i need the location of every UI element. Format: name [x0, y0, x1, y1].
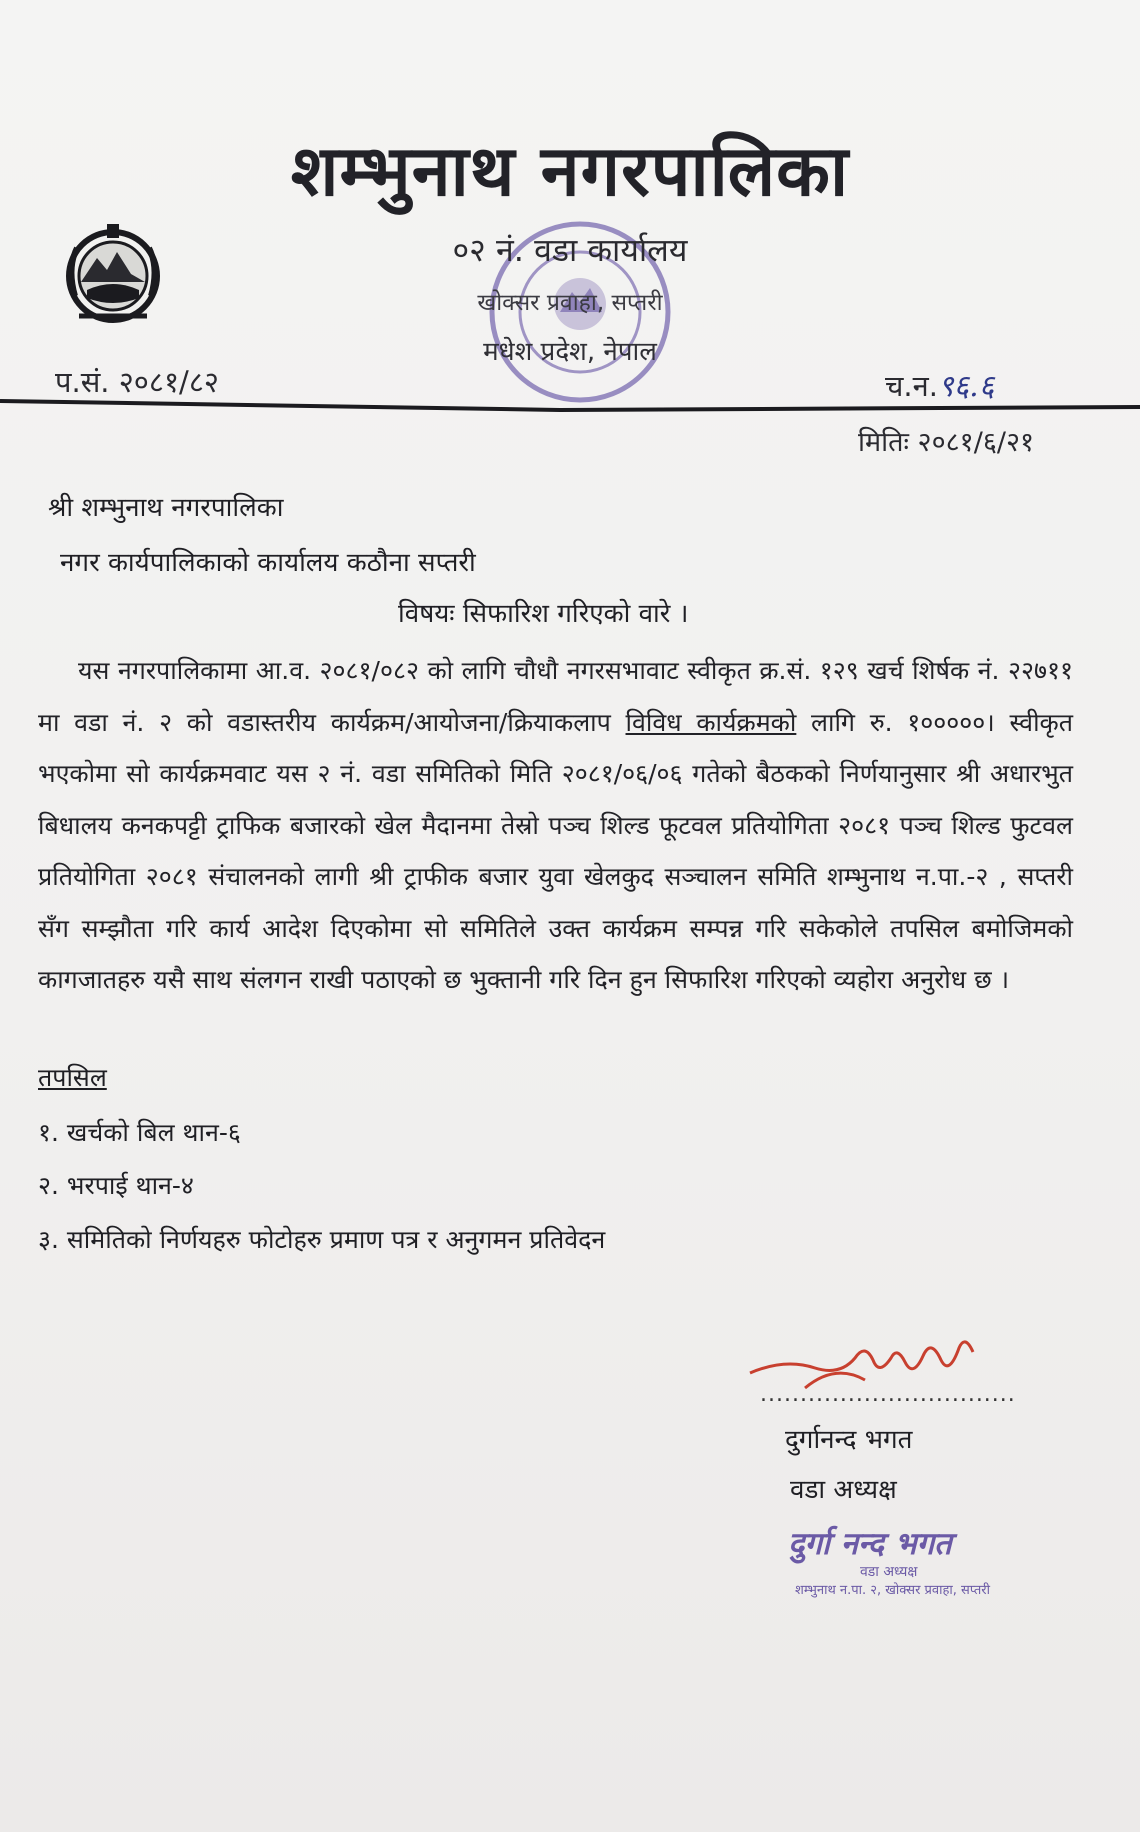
- recipient-line-2: नगर कार्यपालिकाको कार्यालय कठौना सप्तरी: [60, 548, 476, 578]
- municipality-title: शम्भुनाथ नगरपालिका: [290, 130, 850, 212]
- annex-item-1: १. खर्चको बिल थान-६: [38, 1118, 241, 1147]
- letter-subject: विषयः सिफारिश गरिएको वारे ।: [398, 599, 689, 629]
- header-rule: [0, 394, 1140, 424]
- signatory-name: दुर्गानन्द भगत: [785, 1425, 913, 1455]
- signature-line: ................................: [760, 1382, 1016, 1407]
- address-line-1: खोक्सर प्रवाहा, सप्तरी: [477, 290, 663, 316]
- stamp-name: दुर्गा नन्द भगत: [788, 1526, 952, 1562]
- annex-heading: तपसिल: [38, 1063, 107, 1092]
- signatory-designation: वडा अध्यक्ष: [790, 1475, 897, 1505]
- ward-office-name: ०२ नं. वडा कार्यालय: [452, 231, 688, 269]
- annex-item-3: ३. समितिको निर्णयहरु फोटोहरु प्रमाण पत्र र अनुगमन प्रतिवेदन: [38, 1225, 606, 1254]
- dispatch-handwritten-number: ९६.६: [937, 369, 995, 404]
- recipient-line-1: श्री शम्भुनाथ नगरपालिका: [48, 493, 284, 523]
- annex-item-2: २. भरपाई थान-४: [38, 1171, 194, 1200]
- stamp-title: वडा अध्यक्ष: [860, 1564, 918, 1580]
- body-text-part-2: लागि रु. १०००००। स्वीकृत भएकोमा सो कार्यक्रमवाट यस २ नं. वडा समितिको मिति २०८१/०६/०६ गतेको बैठकको निर्णयानुसार श्री अधारभुत बिधालय कनकपट्टी ट्राफिक बजारको खेल मैदानमा तेस्रो पञ्च शिल्ड फूटवल प्रतियोगिता २०८१ पञ्च शिल्ड फुटवल प्रतियोगिता २०८१ संचालनको लागी श्री ट्राफीक बजार युवा खेलकुद सञ्चालन समिति शम्भुनाथ न.पा.-२ , सप्तरी सँग सम्झौता गरि कार्य आदेश दिएकोमा सो समितिले उक्त कार्यक्रम सम्पन्न गरि सकेकोले तपसिल बमोजिमको कागजातहरु यसै साथ संलगन राखी पठाएको छ भुक्तानी गरि दिन हुन सिफारिश गरिएको व्यहोरा अनुरोध छ ।: [38, 707, 1074, 994]
- letter-date: मितिः २०८१/६/२१: [858, 427, 1035, 458]
- stamp-address: शम्भुनाथ न.पा. २, खोक्सर प्रवाहा, सप्तरी: [795, 1583, 990, 1598]
- letter-body: [38, 645, 1073, 1006]
- body-text-part-1: यस नगरपालिकामा आ.व. २०८१/०८२ को लागि चौधौ नगरसभावाट स्वीकृत क्र.सं. १२९ खर्च शिर्षक नं. २२७११ मा वडा नं. २ को वडास्तरीय कार्यक्रम/आयोजना/क्रियाकलाप: [38, 656, 1073, 737]
- dispatch-label: च.न.: [885, 369, 938, 403]
- body-underlined-program: विविध कार्यक्रमको: [625, 707, 797, 737]
- reference-number: प.सं. २०८१/८२: [55, 365, 219, 399]
- address-line-2: मधेश प्रदेश, नेपाल: [483, 337, 657, 367]
